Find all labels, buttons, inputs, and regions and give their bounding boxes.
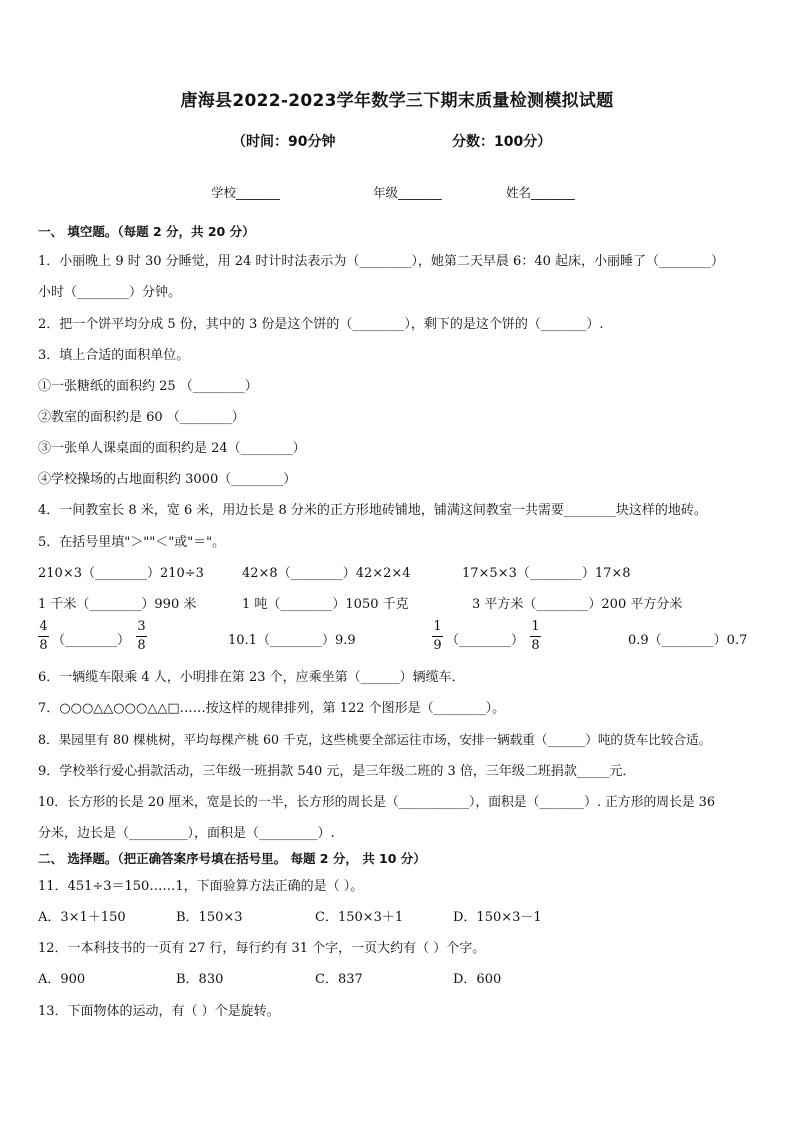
fraction-numerator: 1: [433, 619, 442, 634]
option-b: B．830: [176, 972, 224, 987]
fraction-numerator: 4: [39, 619, 48, 634]
compare-item: 10.1（________）9.9: [228, 633, 356, 648]
option-a: A．3×1＋150: [38, 910, 126, 925]
fraction-denominator: 8: [137, 638, 146, 653]
question-10-line-1: 10．长方形的长是 20 厘米，宽是长的一半，长方形的周长是（___________），面积是（_______）. 正方形的周长是 36: [38, 795, 716, 810]
compare-blank: （________）: [446, 633, 525, 648]
question-3-item-4: ④学校操场的占地面积约 3000（________）: [38, 472, 297, 487]
compare-item: 1 吨（________）1050 千克: [242, 597, 409, 612]
question-8: 8．果园里有 80 棵桃树，平均每棵产桃 60 千克，这些桃要全部运往市场，安排一辆载重（______）吨的货车比较合适。: [38, 732, 712, 747]
compare-item: 0.9（________）0.7: [628, 633, 748, 648]
question-13: 13．下面物体的运动，有（ ）个是旋转。: [38, 1004, 280, 1019]
fraction-denominator: 9: [433, 638, 442, 653]
question-4: 4．一间教室长 8 米，宽 6 米，用边长是 8 分米的正方形地砖铺地，铺满这间教室一共需要________块这样的地砖。: [38, 503, 707, 518]
compare-item: 1 千米（________）990 米: [38, 597, 197, 612]
question-3-item-3: ③一张单人课桌面的面积约是 24（________）: [38, 441, 306, 456]
grade-field: 年级_______: [373, 185, 442, 200]
option-d: D．150×3－1: [453, 910, 542, 925]
compare-blank: （________）: [52, 633, 131, 648]
fraction-numerator: 1: [531, 619, 540, 634]
question-1-line-2: 小时（________）分钟。: [38, 285, 182, 300]
question-7: 7．○○○△△○○○△△□……按这样的规律排列，第 122 个图形是（________）。: [38, 701, 506, 716]
question-3: 3．填上合适的面积单位。: [38, 348, 190, 363]
question-10-line-2: 分米，边长是（_________），面积是（_________）.: [38, 826, 335, 841]
question-11: 11．451÷3＝150……1，下面验算方法正确的是（ ）。: [38, 879, 364, 894]
exam-time: （时间：90分钟: [232, 134, 336, 150]
fraction: [432, 619, 443, 654]
fraction-denominator: 8: [531, 638, 540, 653]
section-1-heading: 一、 填空题。（每题 2 分，共 20 分）: [38, 224, 255, 239]
fraction: [136, 619, 147, 654]
option-c: C．150×3＋1: [315, 910, 404, 925]
option-c: C．837: [315, 972, 363, 987]
option-a: A．900: [38, 972, 86, 987]
section-2-heading: 二、 选择题。（把正确答案序号填在括号里。 每题 2 分， 共 10 分）: [38, 851, 426, 866]
question-1-line-1: 1．小丽晚上 9 时 30 分睡觉，用 24 时计时法表示为（________），她第二天早晨 6：40 起床，小丽睡了（________）: [38, 254, 724, 269]
name-field: 姓名_______: [506, 185, 575, 200]
option-b: B．150×3: [176, 910, 243, 925]
school-field: 学校_______: [211, 185, 280, 200]
question-9: 9．学校举行爱心捐款活动，三年级一班捐款 540 元，是三年级二班的 3 倍，三年级二班捐款_____元．: [38, 764, 636, 779]
question-3-item-1: ①一张糖纸的面积约 25 （________）: [38, 379, 258, 394]
compare-item: 42×8（________）42×2×4: [242, 566, 411, 581]
compare-item: 3 平方米（________）200 平方分米: [472, 597, 683, 612]
question-3-item-2: ②教室的面积约是 60 （________）: [38, 410, 245, 425]
compare-item: 17×5×3（________）17×8: [462, 566, 631, 581]
question-12: 12．一本科技书的一页有 27 行，每行约有 31 个字，一页大约有（ ）个字。: [38, 941, 486, 956]
fraction: [38, 619, 49, 654]
question-6: 6．一辆缆车限乘 4 人，小明排在第 23 个，应乘坐第（______）辆缆车．: [38, 670, 465, 685]
exam-title: 唐海县2022-2023学年数学三下期末质量检测模拟试题: [180, 91, 614, 111]
question-2: 2．把一个饼平均分成 5 份，其中的 3 份是这个饼的（________），剩下的是这个饼的（_______）.: [38, 317, 604, 332]
compare-item: 210×3（________）210÷3: [38, 566, 204, 581]
option-d: D．600: [453, 972, 502, 987]
question-5: 5．在括号里填"＞""＜"或"＝"。: [38, 535, 226, 550]
exam-score: 分数：100分）: [452, 134, 552, 150]
fraction-denominator: 8: [39, 638, 48, 653]
fraction-numerator: 3: [137, 619, 146, 634]
fraction: [530, 619, 541, 654]
